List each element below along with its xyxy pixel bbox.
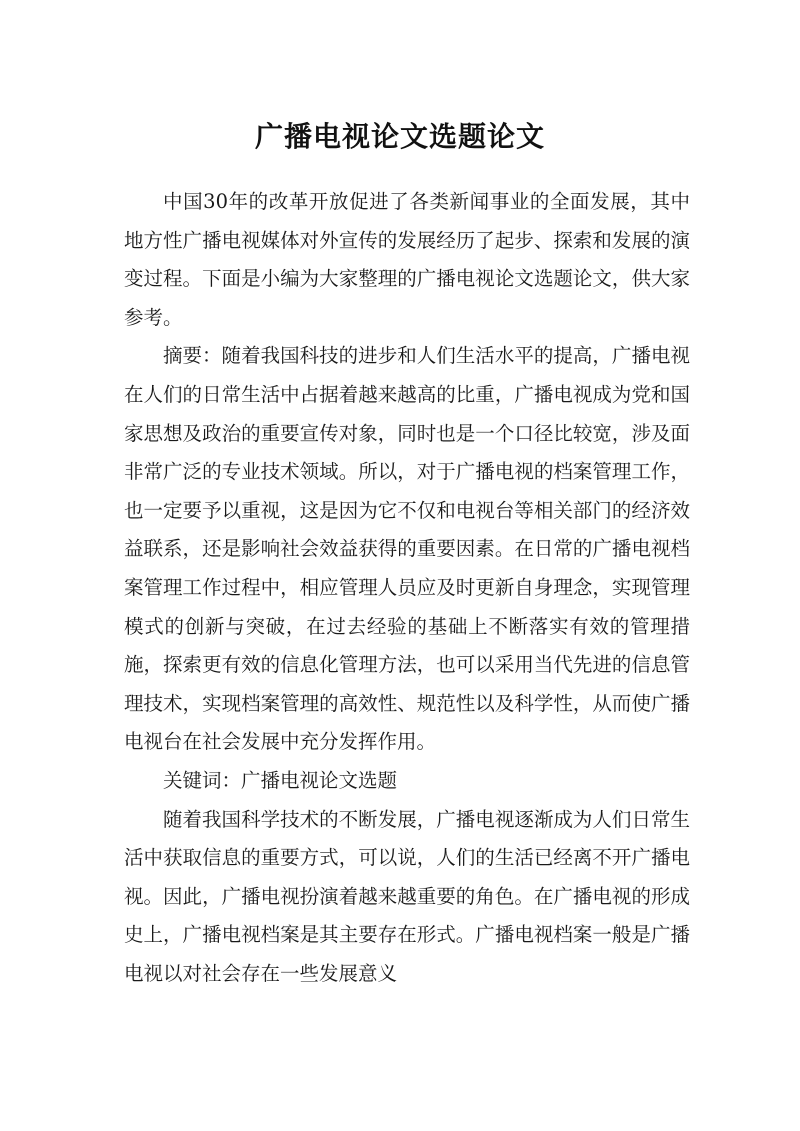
document-title: 广播电视论文选题论文	[254, 119, 545, 153]
document-body	[124, 183, 690, 993]
abstract-paragraph: 摘要：随着我国科技的进步和人们生活水平的提高，广播电视在人们的日常生活中占据着越来越高的比重，广播电视成为党和国家思想及政治的重要宣传对象，同时也是一个口径比较宽，涉及面非常广泛的专业技术领域。所以，对于广播电视的档案管理工作，也一定要予以重视，这是因为它不仅和电视台等相关部门的经济效益联系，还是影响社会效益获得的重要因素。在日常的广播电视档案管理工作过程中，相应管理人员应及时更新自身理念，实现管理模式的创新与突破，在过去经验的基础上不断落实有效的管理措施，探索更有效的信息化管理方法，也可以采用当代先进的信息管理技术，实现档案管理的高效性、规范性以及科学性，从而使广播电视台在社会发展中充分发挥作用。	[124, 344, 690, 754]
body-paragraph: 随着我国科学技术的不断发展，广播电视逐渐成为人们日常生活中获取信息的重要方式，可以说，人们的生活已经离不开广播电视。因此，广播电视扮演着越来越重要的角色。在广播电视的形成史上，广播电视档案是其主要存在形式。广播电视档案一般是广播电视以对社会存在一些发展意义	[124, 807, 690, 985]
intro-paragraph: 中国30年的改革开放促进了各类新闻事业的全面发展，其中地方性广播电视媒体对外宣传的发展经历了起步、探索和发展的演变过程。下面是小编为大家整理的广播电视论文选题论文，供大家参考。	[124, 190, 690, 329]
keywords-paragraph: 关键词：广播电视论文选题	[163, 768, 398, 792]
